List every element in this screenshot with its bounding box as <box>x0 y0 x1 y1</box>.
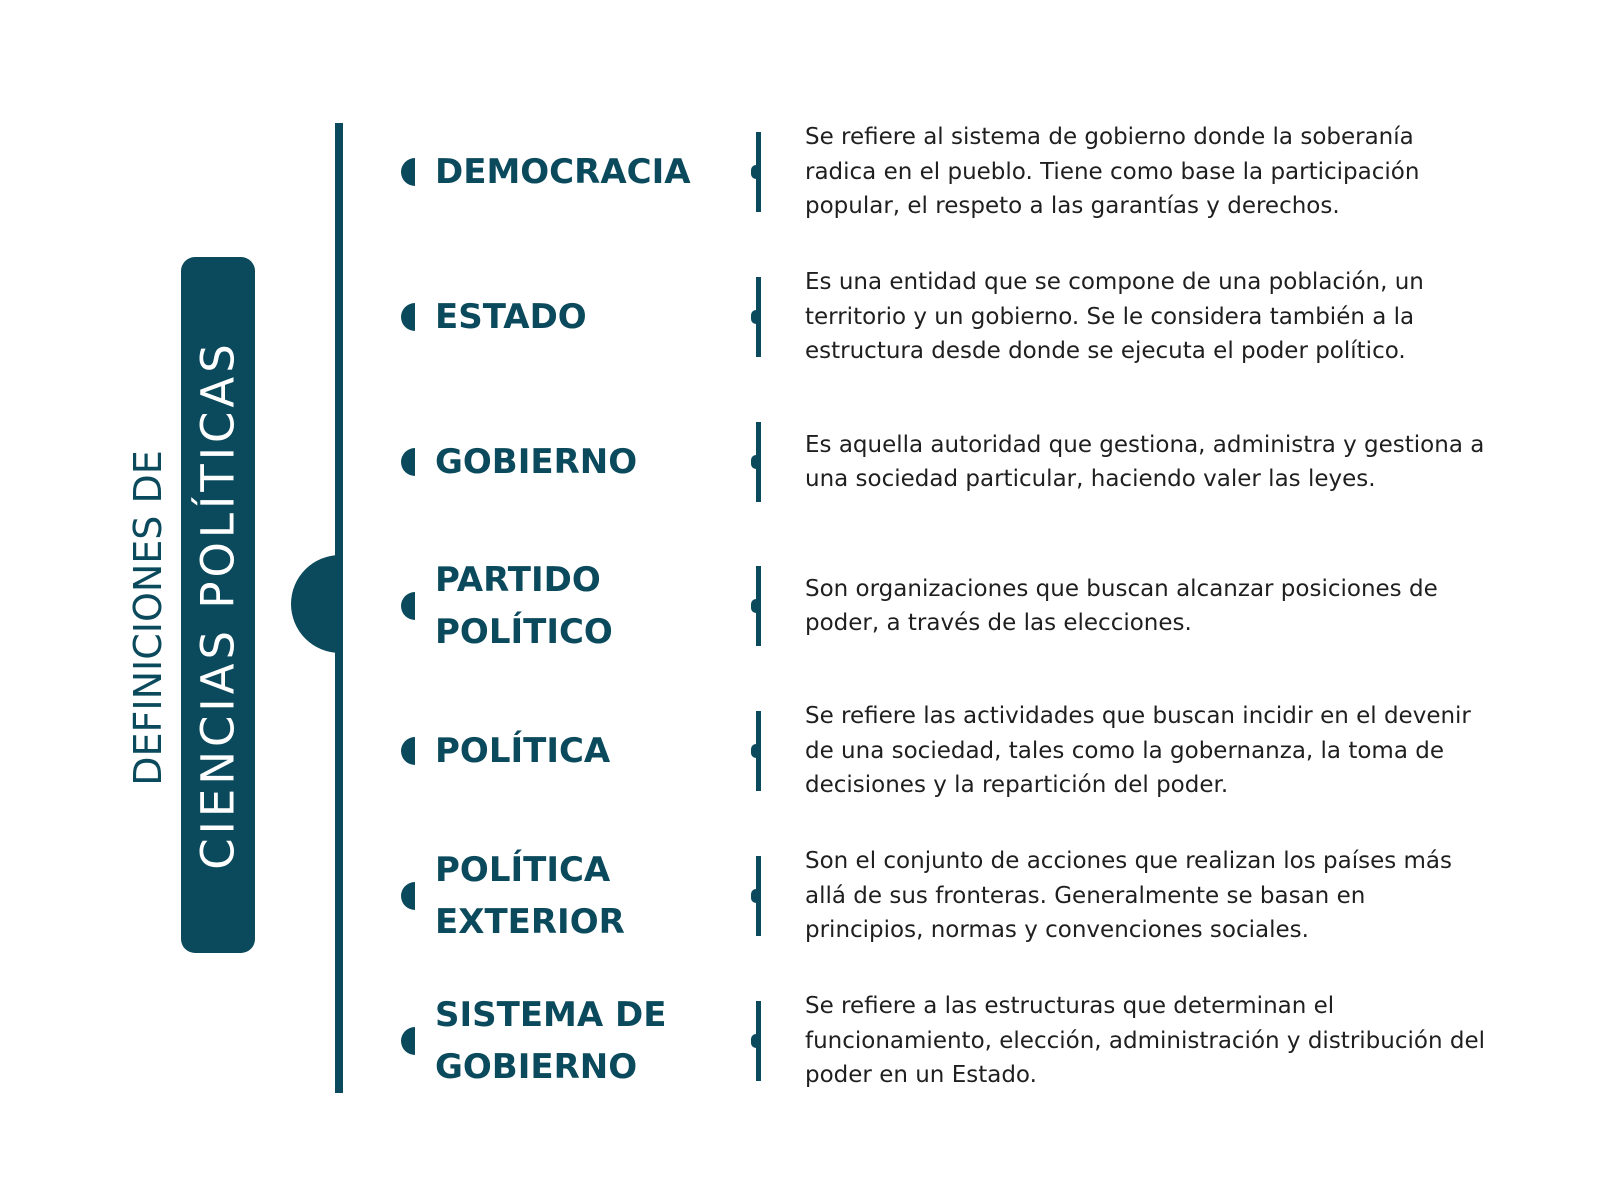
term-label: POLÍTICA <box>435 731 611 771</box>
term-label: POLÍTICA EXTERIOR <box>435 850 625 942</box>
term-label: GOBIERNO <box>435 442 638 482</box>
divider-notch <box>751 889 756 903</box>
definition-text: Se refiere las actividades que buscan incidir en el devenir de una sociedad, tales como la gobernanza, la toma de decisiones y la repartición del poder. <box>805 703 1471 799</box>
divider-notch <box>751 599 756 613</box>
term-bullet <box>401 303 415 331</box>
divider-line <box>756 422 761 502</box>
divider-line <box>756 277 761 357</box>
definition-text: Se refiere al sistema de gobierno donde la soberanía radica en el pueblo. Tiene como base la participación popular, el respeto a las garantías y derechos. <box>805 124 1420 220</box>
title-line-1: DEFINICIONES DE <box>126 450 170 786</box>
term-label: PARTIDO POLÍTICO <box>435 560 613 652</box>
definition-text: Es una entidad que se compone de una población, un territorio y un gobierno. Se le considera también a la estructura desde donde se ejecuta el poder político. <box>805 269 1424 365</box>
divider-notch <box>751 744 756 758</box>
divider-notch <box>751 1034 756 1048</box>
timeline-spine-knob <box>291 555 340 653</box>
divider-line <box>756 132 761 212</box>
divider-notch <box>751 455 756 469</box>
divider-line <box>756 566 761 646</box>
divider-line <box>756 856 761 936</box>
definition-text: Es aquella autoridad que gestiona, administra y gestiona a una sociedad particular, haciendo valer las leyes. <box>805 431 1485 492</box>
term-label: SISTEMA DE GOBIERNO <box>435 995 667 1087</box>
term-label: ESTADO <box>435 297 587 337</box>
definition-text: Se refiere a las estructuras que determinan el funcionamiento, elección, administración y distribución del poder en un Estado. <box>805 993 1485 1089</box>
definition-text: Son el conjunto de acciones que realizan los países más allá de sus fronteras. Generalmente se basan en principios, normas y convenciones sociales. <box>805 848 1452 944</box>
title-line-2: CIENCIAS POLÍTICAS <box>191 340 245 870</box>
divider-notch <box>751 310 756 324</box>
term-label: DEMOCRACIA <box>435 152 691 192</box>
term-bullet <box>401 1027 415 1055</box>
definition-text: Son organizaciones que buscan alcanzar posiciones de poder, a través de las elecciones. <box>805 575 1438 636</box>
divider-line <box>756 1001 761 1081</box>
divider-notch <box>751 165 756 179</box>
term-bullet <box>401 882 415 910</box>
divider-line <box>756 711 761 791</box>
term-bullet <box>401 158 415 186</box>
term-bullet <box>401 448 415 476</box>
term-bullet <box>401 737 415 765</box>
term-bullet <box>401 592 415 620</box>
